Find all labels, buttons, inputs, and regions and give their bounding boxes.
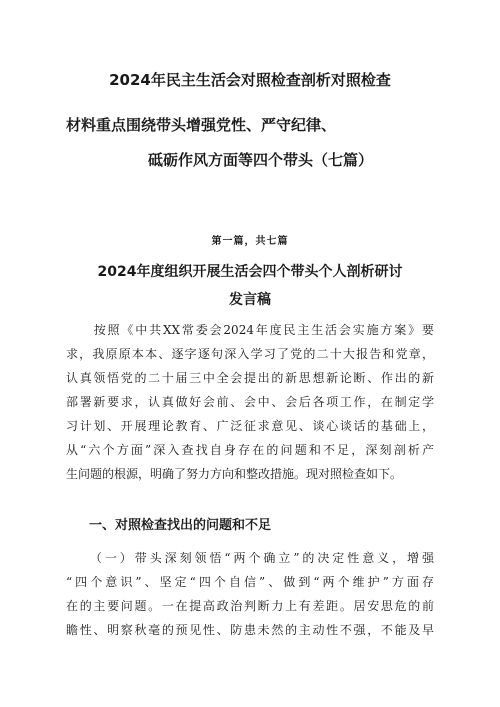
paragraph-line: 按照《中共XX常委会2024年度民主生活会实施方案》要	[66, 323, 434, 337]
paragraph-line: 瞻性、明察秋毫的预见性、防患未然的主动性不强，不能及早	[66, 623, 434, 637]
paragraph-line: 从“六个方面”深入查找自身存在的问题和不足，深刻剖析产	[66, 443, 434, 457]
doc-title-line-1: 2024年民主生活会对照检查剖析对照检查	[109, 71, 391, 89]
subtitle-line-2: 发言稿	[229, 292, 271, 308]
paragraph-line: 习计划、开展理论教育、广泛征求意见、谈心谈话的基础上，	[66, 419, 434, 433]
paragraph-intro	[66, 318, 434, 486]
section-heading: 一、对照检查找出的问题和不足	[89, 518, 272, 533]
paragraph-line: 认真领悟党的二十届三中全会提出的新思想新论断、作出的新	[66, 371, 434, 385]
doc-title-line-2: 材料重点围绕带头增强党性、严守纪律、	[66, 116, 337, 134]
chapter-label: 第一篇，共七篇	[211, 236, 289, 247]
paragraph-section-1	[66, 546, 434, 642]
paragraph-line: “四个意识”、坚定“四个自信”、做到“两个维护”方面存	[66, 575, 434, 589]
paragraph-line: 在的主要问题。一在提高政治判断力上有差距。居安思危的前	[66, 599, 434, 613]
doc-title-line-3: 砥砺作风方面等四个带头（七篇）	[148, 151, 374, 169]
paragraph-line: （一）带头深刻领悟“两个确立”的决定性意义，增强	[66, 551, 434, 565]
paragraph-line: 部署新要求，认真做好会前、会中、会后各项工作，在制定学	[66, 395, 434, 409]
paragraph-line: 求，我原原本本、逐字逐句深入学习了党的二十大报告和党章，	[66, 347, 434, 361]
subtitle-line-1: 2024年度组织开展生活会四个带头个人剖析研讨	[97, 264, 403, 280]
paragraph-line: 生问题的根源，明确了努力方向和整改措施。现对照检查如下。	[66, 467, 403, 481]
